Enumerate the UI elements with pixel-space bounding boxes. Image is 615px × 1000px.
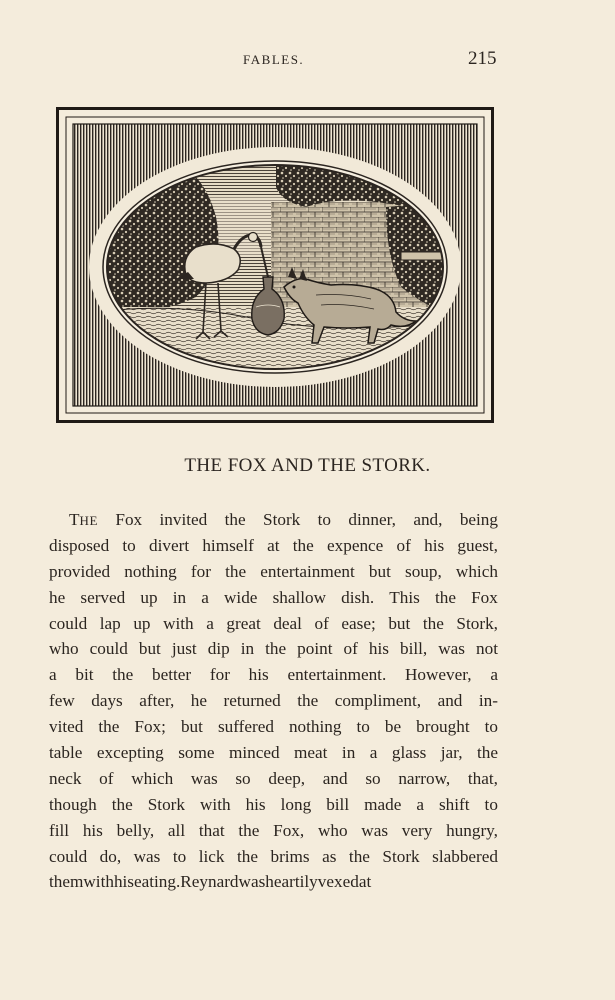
body-line: though the Stork with his long bill made a shift to [49, 794, 498, 814]
running-head-title: FABLES. [243, 52, 305, 67]
body-line: vited the Fox; but suffered nothing to be brought to [49, 717, 498, 737]
body-line: provided nothing for the entertainment but soup, which [49, 561, 498, 581]
body-line: table excepting some minced meat in a glass jar, the [49, 743, 498, 763]
body-line: them with his eating. Reynard was heartily vexed at [49, 872, 372, 892]
body-line: THE Fox invited the Stork to dinner, and, being [69, 510, 498, 529]
running-head [0, 50, 615, 72]
body-line: few days after, he returned the compliment, and in- [49, 691, 498, 711]
body-line: fill his belly, all that the Fox, who was very hungry, [49, 820, 498, 840]
body-line: neck of which was so deep, and so narrow, that, [49, 768, 498, 788]
body-line: he served up in a wide shallow dish. This the Fox [49, 587, 498, 607]
body-line: a bit the better for his entertainment. However, a [49, 665, 498, 685]
fable-title: THE FOX AND THE STORK. [184, 455, 431, 476]
fable-body [49, 507, 498, 895]
body-line: could lap up with a great deal of ease; but the Stork, [49, 613, 498, 633]
fox-and-stork-engraving [56, 107, 494, 423]
body-line: who could but just dip in the point of his bill, was not [49, 639, 498, 659]
body-line: could do, was to lick the brims as the Stork slabbered [49, 846, 498, 866]
body-line: disposed to divert himself at the expence of his guest, [49, 535, 498, 555]
page-number: 215 [468, 48, 497, 69]
